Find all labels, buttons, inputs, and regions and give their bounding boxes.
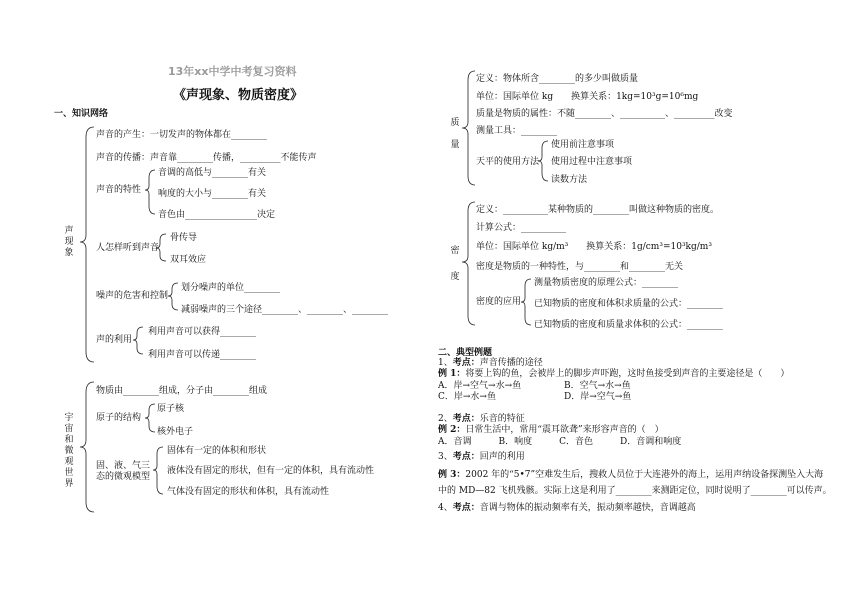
universe-label: 宇宙和微观世界 <box>64 413 74 489</box>
states-model: 固、液、气三态的微观模型 <box>96 461 151 482</box>
example-2: 例 2：日常生活中，常用“震耳欲聋”来形容声音的（ ） <box>438 425 664 435</box>
document-title: 《声现象、物质密度》 <box>173 88 304 103</box>
balance-usage: 天平的使用方法 <box>476 157 540 167</box>
atom-brace <box>145 404 155 432</box>
example-3-continued: 中的 MD—82 飞机残骸。实际上这是利用了________来测距定位，同时说明了________可以传声。 <box>438 486 832 496</box>
universe-brace <box>80 382 94 512</box>
find-volume: 已知物质的密度和质量求体积的公式：________ <box>534 320 724 330</box>
balance-before: 使用前注意事项 <box>551 140 615 150</box>
density-brace <box>462 202 475 325</box>
mass-definition: 定义：物体所含________的多少叫做质量 <box>476 74 639 84</box>
keypoint-1: 1、考点：声音传播的途径 <box>438 358 543 368</box>
sound-propagation: 声音的传播：声音靠________传播，_________不能传声 <box>96 153 317 163</box>
density-definition: 定义：__________某种物质的________叫做这种物质的密度。 <box>476 205 720 215</box>
use-info: 利用声音可以获得________ <box>148 327 257 337</box>
mass-brace <box>462 71 475 185</box>
noise-ways-item: 减弱噪声的三个途径________、________、________ <box>181 305 389 315</box>
mass-tool: 测量工具：________ <box>476 126 558 136</box>
example-1: 例 1：将要上钩的鱼，会被岸上的脚步声吓跑，这时鱼接受到声音的主要途径是（ ） <box>438 369 790 379</box>
sound-brace <box>80 127 94 362</box>
find-mass: 已知物质的密度和体积求质量的公式：________ <box>534 299 724 309</box>
balance-reading: 读数方法 <box>551 175 588 185</box>
example-1-option-a: A．岸→空气→水→鱼 <box>438 381 522 391</box>
keypoint-2: 2、考点：乐音的特征 <box>438 414 525 424</box>
mass-unit: 单位：国际单位 kg 换算关系：1kg=10³g=10⁶mg <box>476 92 699 102</box>
use-energy: 利用声音可以传递________ <box>148 350 257 360</box>
noise-brace <box>168 283 178 310</box>
noise-item: 噪声的危害和控制 <box>96 291 169 301</box>
solid-item: 固体有一定的体积和形状 <box>167 446 267 456</box>
example-1-option-c: C．岸→水→鱼 <box>438 392 496 402</box>
states-brace <box>153 447 163 494</box>
mass-label: 质量 <box>450 118 460 150</box>
timbre-item: 音色由________________决定 <box>158 210 276 220</box>
mass-property: 质量是物质的属性：不随________、__________、_________改变 <box>476 109 733 119</box>
document-subtitle: 13年xx中学中考复习资料 <box>168 65 297 78</box>
binaural-effect: 双耳效应 <box>170 255 207 265</box>
matter-item: 物质由________组成，分子由________组成 <box>96 386 268 396</box>
sound-production: 声音的产生：一切发声的物体都在________ <box>96 130 268 140</box>
density-formula: 计算公式：__________ <box>476 223 567 233</box>
keypoint-3: 3、考点：回声的利用 <box>438 452 525 462</box>
balance-brace <box>538 141 548 181</box>
keypoint-4: 4、考点：音调与物体的振动频率有关，振动频率越快，音调越高 <box>438 503 696 513</box>
density-unit: 单位：国际单位 kg/m³ 换算关系：1g/cm³=10³kg/m³ <box>476 242 712 252</box>
density-application: 密度的应用 <box>476 297 522 307</box>
pitch-item: 音调的高低与________有关 <box>158 168 267 178</box>
example-1-option-b: B．空气→水→鱼 <box>564 381 631 391</box>
section-heading-knowledge: 一、知识网络 <box>54 109 109 119</box>
balance-during: 使用过程中注意事项 <box>551 157 633 167</box>
gas-item: 气体没有固定的形状和体积，具有流动性 <box>167 487 330 497</box>
loudness-item: 响度的大小与________有关 <box>158 189 267 199</box>
use-brace <box>133 327 143 354</box>
features-brace <box>145 170 155 214</box>
density-feature: 密度是物质的一种特性，与________和________无关 <box>476 262 684 272</box>
application-brace <box>521 279 531 325</box>
section-heading-examples: 二、典型例题 <box>438 348 493 358</box>
atom-structure: 原子的结构 <box>96 413 142 423</box>
density-label: 密度 <box>450 246 460 282</box>
sound-use: 声的利用 <box>96 335 133 345</box>
sound-features: 声音的特性 <box>96 185 142 195</box>
example-3: 例 3：2002 年的“5•7”空难发生后，搜救人员位于大连港外的海上，运用声纳设备探测坠入大海 <box>438 470 824 480</box>
example-2-options: A．音调 B．响度 C．音色 D．音调和响度 <box>438 437 682 447</box>
example-1-option-d: D．岸→空气→鱼 <box>564 392 632 402</box>
liquid-item: 液体没有固定的形状，但有一定的体积，具有流动性 <box>167 466 375 476</box>
sound-label: 声现象 <box>64 226 74 258</box>
noise-level-item: 划分噪声的单位________ <box>181 283 281 293</box>
measure-density: 测量物质密度的原理公式：________ <box>534 278 679 288</box>
bone-conduction: 骨传导 <box>170 233 198 243</box>
hearing-item: 人怎样听到声音 <box>96 243 160 253</box>
nucleus-item: 原子核 <box>157 404 185 414</box>
electron-item: 核外电子 <box>157 427 194 437</box>
